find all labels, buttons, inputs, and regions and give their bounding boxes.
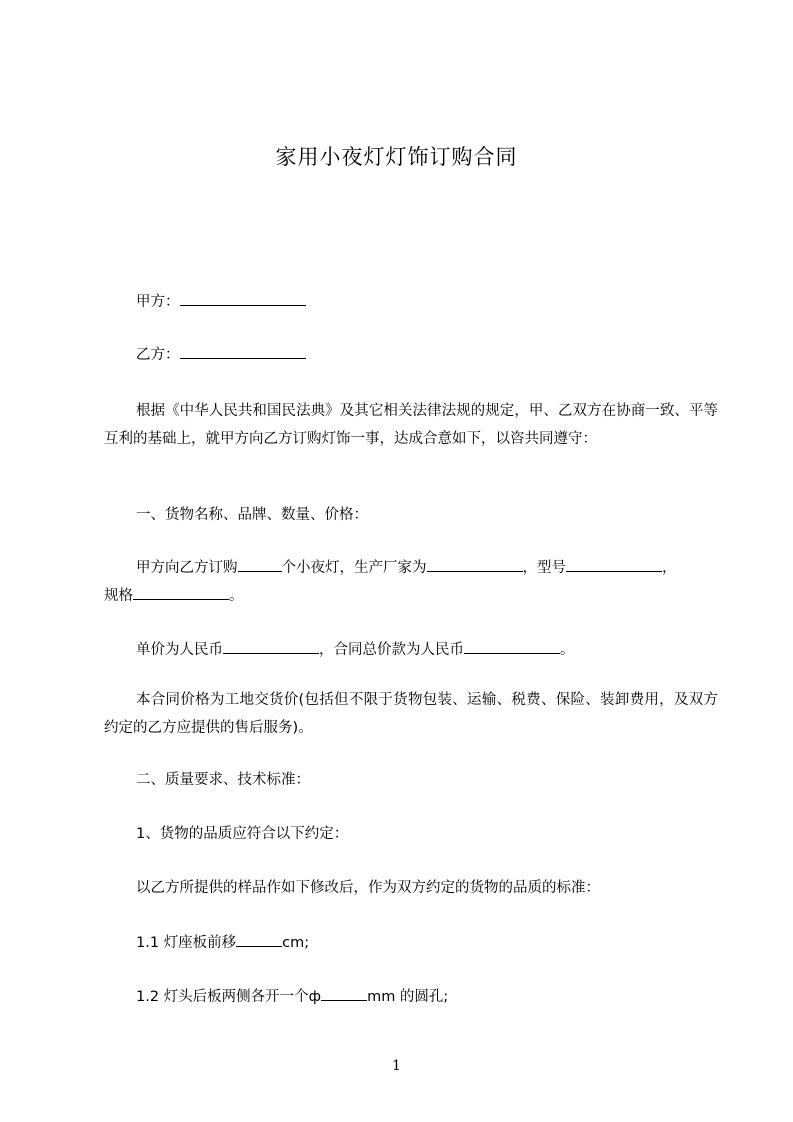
item-1-1-blank [236, 931, 282, 947]
spec-blank [133, 584, 229, 600]
item-1-2-unit: mm 的圆孔; [367, 989, 449, 1005]
total-price-blank [464, 638, 560, 654]
party-a-line [136, 290, 306, 312]
party-b-blank [180, 343, 306, 359]
party-a-label: 甲方： [136, 294, 180, 310]
item-1-2 [136, 985, 448, 1007]
price-text-2: ，合同总价款为人民币 [319, 642, 464, 658]
order-text-2: 个小夜灯，生产厂家为 [281, 560, 427, 576]
quantity-blank [238, 556, 282, 572]
order-text-3: ，型号 [522, 560, 566, 576]
price-terms-text: 本合同价格为工地交货价(包括但不限于货物包装、运输、税费、保险、装卸费用，及双方约定的乙方应提供的售后服务)。 [104, 692, 718, 736]
item-1-2-blank [321, 985, 367, 1001]
quality-basis: 以乙方所提供的样品作如下修改后，作为双方约定的货物的品质的标准： [136, 880, 600, 896]
quality-item-1: 1、货物的品质应符合以下约定： [136, 826, 349, 842]
order-paragraph [104, 554, 718, 610]
document-title: 家用小夜灯灯饰订购合同 [275, 145, 518, 169]
order-text-1: 甲方向乙方订购 [136, 560, 238, 576]
party-b-line [136, 343, 306, 365]
party-a-blank [180, 290, 306, 306]
unit-price-blank [223, 638, 319, 654]
order-text-6: 。 [229, 588, 244, 604]
price-text-3: 。 [560, 642, 575, 658]
party-b-label: 乙方： [136, 347, 180, 363]
model-blank [566, 556, 662, 572]
item-1-1 [136, 931, 309, 953]
price-text-1: 单价为人民币 [136, 642, 223, 658]
order-text-4: ， [662, 560, 677, 576]
item-1-1-unit: cm; [282, 935, 310, 951]
item-1-2-text: 1.2 灯头后板两侧各开一个ф [136, 989, 322, 1005]
intro-text: 根据《中华人民共和国民法典》及其它相关法律法规的规定，甲、乙双方在协商一致、平等互利的基础上，就甲方向乙方订购灯饰一事，达成合意如下，以咨共同遵守： [104, 403, 718, 447]
intro-paragraph [104, 397, 718, 453]
section2-heading: 二、质量要求、技术标准： [136, 772, 310, 788]
price-terms-paragraph [104, 686, 718, 742]
item-1-1-text: 1.1 灯座板前移 [136, 935, 237, 951]
manufacturer-blank [427, 556, 523, 572]
page-number: 1 [392, 1058, 401, 1074]
section1-heading: 一、货物名称、品牌、数量、价格： [136, 507, 368, 523]
order-text-5: 规格 [104, 588, 133, 604]
price-line [136, 638, 575, 660]
